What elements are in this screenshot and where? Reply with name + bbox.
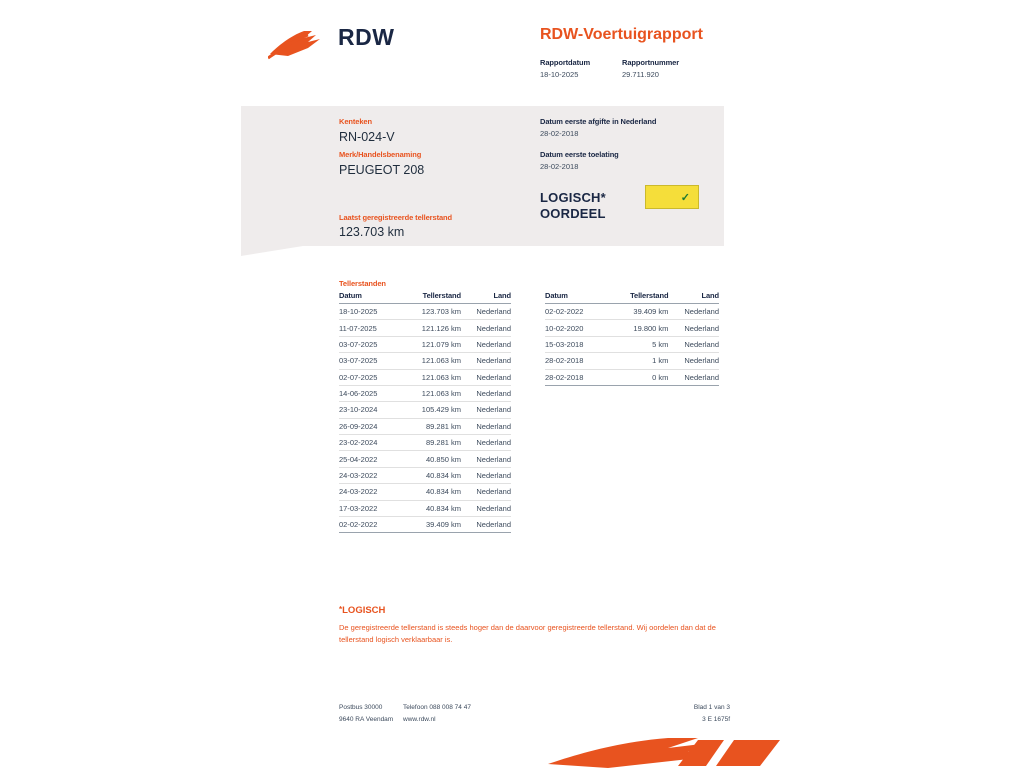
column-header-reading: Tellerstand	[608, 291, 671, 304]
table-header-row	[545, 291, 719, 304]
table-row	[545, 304, 719, 320]
cell-date: 02-02-2022	[545, 304, 608, 320]
cell-country: Nederland	[463, 435, 511, 451]
cell-reading: 19.800 km	[608, 320, 671, 336]
summary-panel-notch	[241, 246, 303, 256]
first-issue-label: Datum eerste afgifte in Nederland	[540, 117, 657, 126]
first-admission-label: Datum eerste toelating	[540, 150, 619, 159]
table-row	[339, 516, 511, 532]
table-row	[339, 304, 511, 320]
cell-country: Nederland	[463, 418, 511, 434]
footer-website[interactable]: www.rdw.nl	[403, 716, 436, 724]
table-row	[339, 369, 511, 385]
cell-reading: 121.063 km	[401, 353, 463, 369]
meta-value: 29.711.920	[622, 70, 659, 79]
report-title: RDW-Voertuigrapport	[540, 26, 703, 43]
last-reading-label: Laatst geregistreerde tellerstand	[339, 213, 452, 222]
table-row	[339, 385, 511, 401]
readings-table-left	[339, 291, 511, 533]
cell-date: 11-07-2025	[339, 320, 401, 336]
note-title	[339, 605, 385, 616]
meta-label: Rapportnummer	[622, 58, 680, 67]
table-header-row	[339, 291, 511, 304]
cell-country: Nederland	[670, 353, 719, 369]
cell-reading: 105.429 km	[401, 402, 463, 418]
cell-reading: 39.409 km	[401, 516, 463, 532]
footer-address-line2: 9640 RA Veendam	[339, 716, 394, 724]
cell-country: Nederland	[463, 353, 511, 369]
footer-page-meta	[640, 702, 730, 727]
verdict-line-1: LOGISCH*	[540, 190, 606, 205]
cell-country: Nederland	[463, 385, 511, 401]
table-row	[339, 353, 511, 369]
cell-country: Nederland	[670, 336, 719, 352]
table-row	[545, 353, 719, 369]
cell-date: 02-02-2022	[339, 516, 401, 532]
note-body: De geregistreerde tellerstand is steeds hoger dan de daarvoor geregistreerde tellerstand. Wij oordelen dan dat de tellerstand logisch verklaarbaar is.	[339, 623, 716, 644]
table-row	[545, 320, 719, 336]
table-row	[339, 402, 511, 418]
cell-reading: 40.834 km	[401, 467, 463, 483]
footer-doc-code: 3 E 1675f	[702, 716, 730, 724]
cell-date: 15-03-2018	[545, 336, 608, 352]
cell-date: 18-10-2025	[339, 304, 401, 320]
summary-panel	[241, 106, 724, 246]
cell-date: 24-03-2022	[339, 467, 401, 483]
table-row	[339, 435, 511, 451]
cell-country: Nederland	[463, 402, 511, 418]
cell-date: 28-02-2018	[545, 369, 608, 385]
cell-date: 14-06-2025	[339, 385, 401, 401]
cell-date: 17-03-2022	[339, 500, 401, 516]
cell-date: 26-09-2024	[339, 418, 401, 434]
note-star: *	[339, 605, 343, 614]
cell-reading: 121.063 km	[401, 369, 463, 385]
cell-reading: 121.063 km	[401, 385, 463, 401]
kenteken-value: RN-024-V	[339, 130, 395, 144]
column-header-date: Datum	[545, 291, 608, 304]
cell-reading: 89.281 km	[401, 418, 463, 434]
cell-reading: 39.409 km	[608, 304, 671, 320]
nap-badge	[645, 185, 699, 209]
cell-country: Nederland	[463, 516, 511, 532]
cell-reading: 0 km	[608, 369, 671, 385]
report-meta	[540, 58, 686, 79]
merk-label: Merk/Handelsbenaming	[339, 150, 422, 159]
cell-reading: 5 km	[608, 336, 671, 352]
nap-check-icon: ✓	[680, 191, 690, 204]
readings-left-body	[339, 304, 511, 533]
readings-right-body	[545, 304, 719, 386]
column-header-country: Land	[463, 291, 511, 304]
cell-country: Nederland	[463, 500, 511, 516]
footer-phone-line1: Telefoon 088 008 74 47	[403, 704, 471, 711]
cell-reading: 40.834 km	[401, 484, 463, 500]
cell-country: Nederland	[463, 304, 511, 320]
table-row	[339, 418, 511, 434]
cell-country: Nederland	[670, 369, 719, 385]
cell-date: 25-04-2022	[339, 451, 401, 467]
cell-date: 03-07-2025	[339, 336, 401, 352]
cell-country: Nederland	[463, 336, 511, 352]
table-row	[545, 336, 719, 352]
table-row	[339, 484, 511, 500]
cell-country: Nederland	[670, 320, 719, 336]
table-row	[339, 320, 511, 336]
readings-table-right	[545, 291, 719, 386]
cell-reading: 40.850 km	[401, 451, 463, 467]
nap-label: NAP	[654, 191, 679, 203]
cell-date: 23-10-2024	[339, 402, 401, 418]
table-row	[339, 500, 511, 516]
column-header-country: Land	[670, 291, 719, 304]
meta-label: Rapportdatum	[540, 58, 591, 67]
verdict-line-2: OORDEEL	[540, 206, 606, 222]
cell-reading: 121.126 km	[401, 320, 463, 336]
verdict-text	[540, 190, 606, 223]
cell-reading: 40.834 km	[401, 500, 463, 516]
merk-value: PEUGEOT 208	[339, 163, 425, 177]
meta-report-date	[540, 58, 604, 79]
column-header-reading: Tellerstand	[401, 291, 463, 304]
first-admission-value: 28-02-2018	[540, 162, 579, 171]
cell-date: 02-07-2025	[339, 369, 401, 385]
footer-page-info: Blad 1 van 3	[693, 704, 730, 711]
cell-country: Nederland	[463, 320, 511, 336]
cell-country: Nederland	[670, 304, 719, 320]
rdw-footer-logo-icon	[548, 738, 780, 768]
cell-date: 23-02-2024	[339, 435, 401, 451]
first-issue-value: 28-02-2018	[540, 129, 579, 138]
readings-section-title: Tellerstanden	[339, 279, 386, 288]
cell-reading: 121.079 km	[401, 336, 463, 352]
cell-reading: 89.281 km	[401, 435, 463, 451]
cell-reading: 1 km	[608, 353, 671, 369]
meta-value: 18-10-2025	[540, 70, 579, 79]
table-row	[339, 467, 511, 483]
cell-date: 24-03-2022	[339, 484, 401, 500]
cell-country: Nederland	[463, 369, 511, 385]
meta-report-number	[622, 58, 686, 79]
logo-wordmark: RDW	[338, 24, 395, 50]
table-row	[545, 369, 719, 385]
cell-country: Nederland	[463, 484, 511, 500]
table-row	[339, 451, 511, 467]
rdw-logo-icon	[268, 26, 330, 60]
cell-country: Nederland	[463, 451, 511, 467]
column-header-date: Datum	[339, 291, 401, 304]
cell-date: 10-02-2020	[545, 320, 608, 336]
note-title-text: LOGISCH	[342, 605, 386, 616]
kenteken-label: Kenteken	[339, 117, 372, 126]
cell-country: Nederland	[463, 467, 511, 483]
table-row	[339, 336, 511, 352]
footer-address-line1: Postbus 30000	[339, 704, 383, 711]
cell-date: 03-07-2025	[339, 353, 401, 369]
cell-date: 28-02-2018	[545, 353, 608, 369]
last-reading-value: 123.703 km	[339, 225, 405, 239]
cell-reading: 123.703 km	[401, 304, 463, 320]
